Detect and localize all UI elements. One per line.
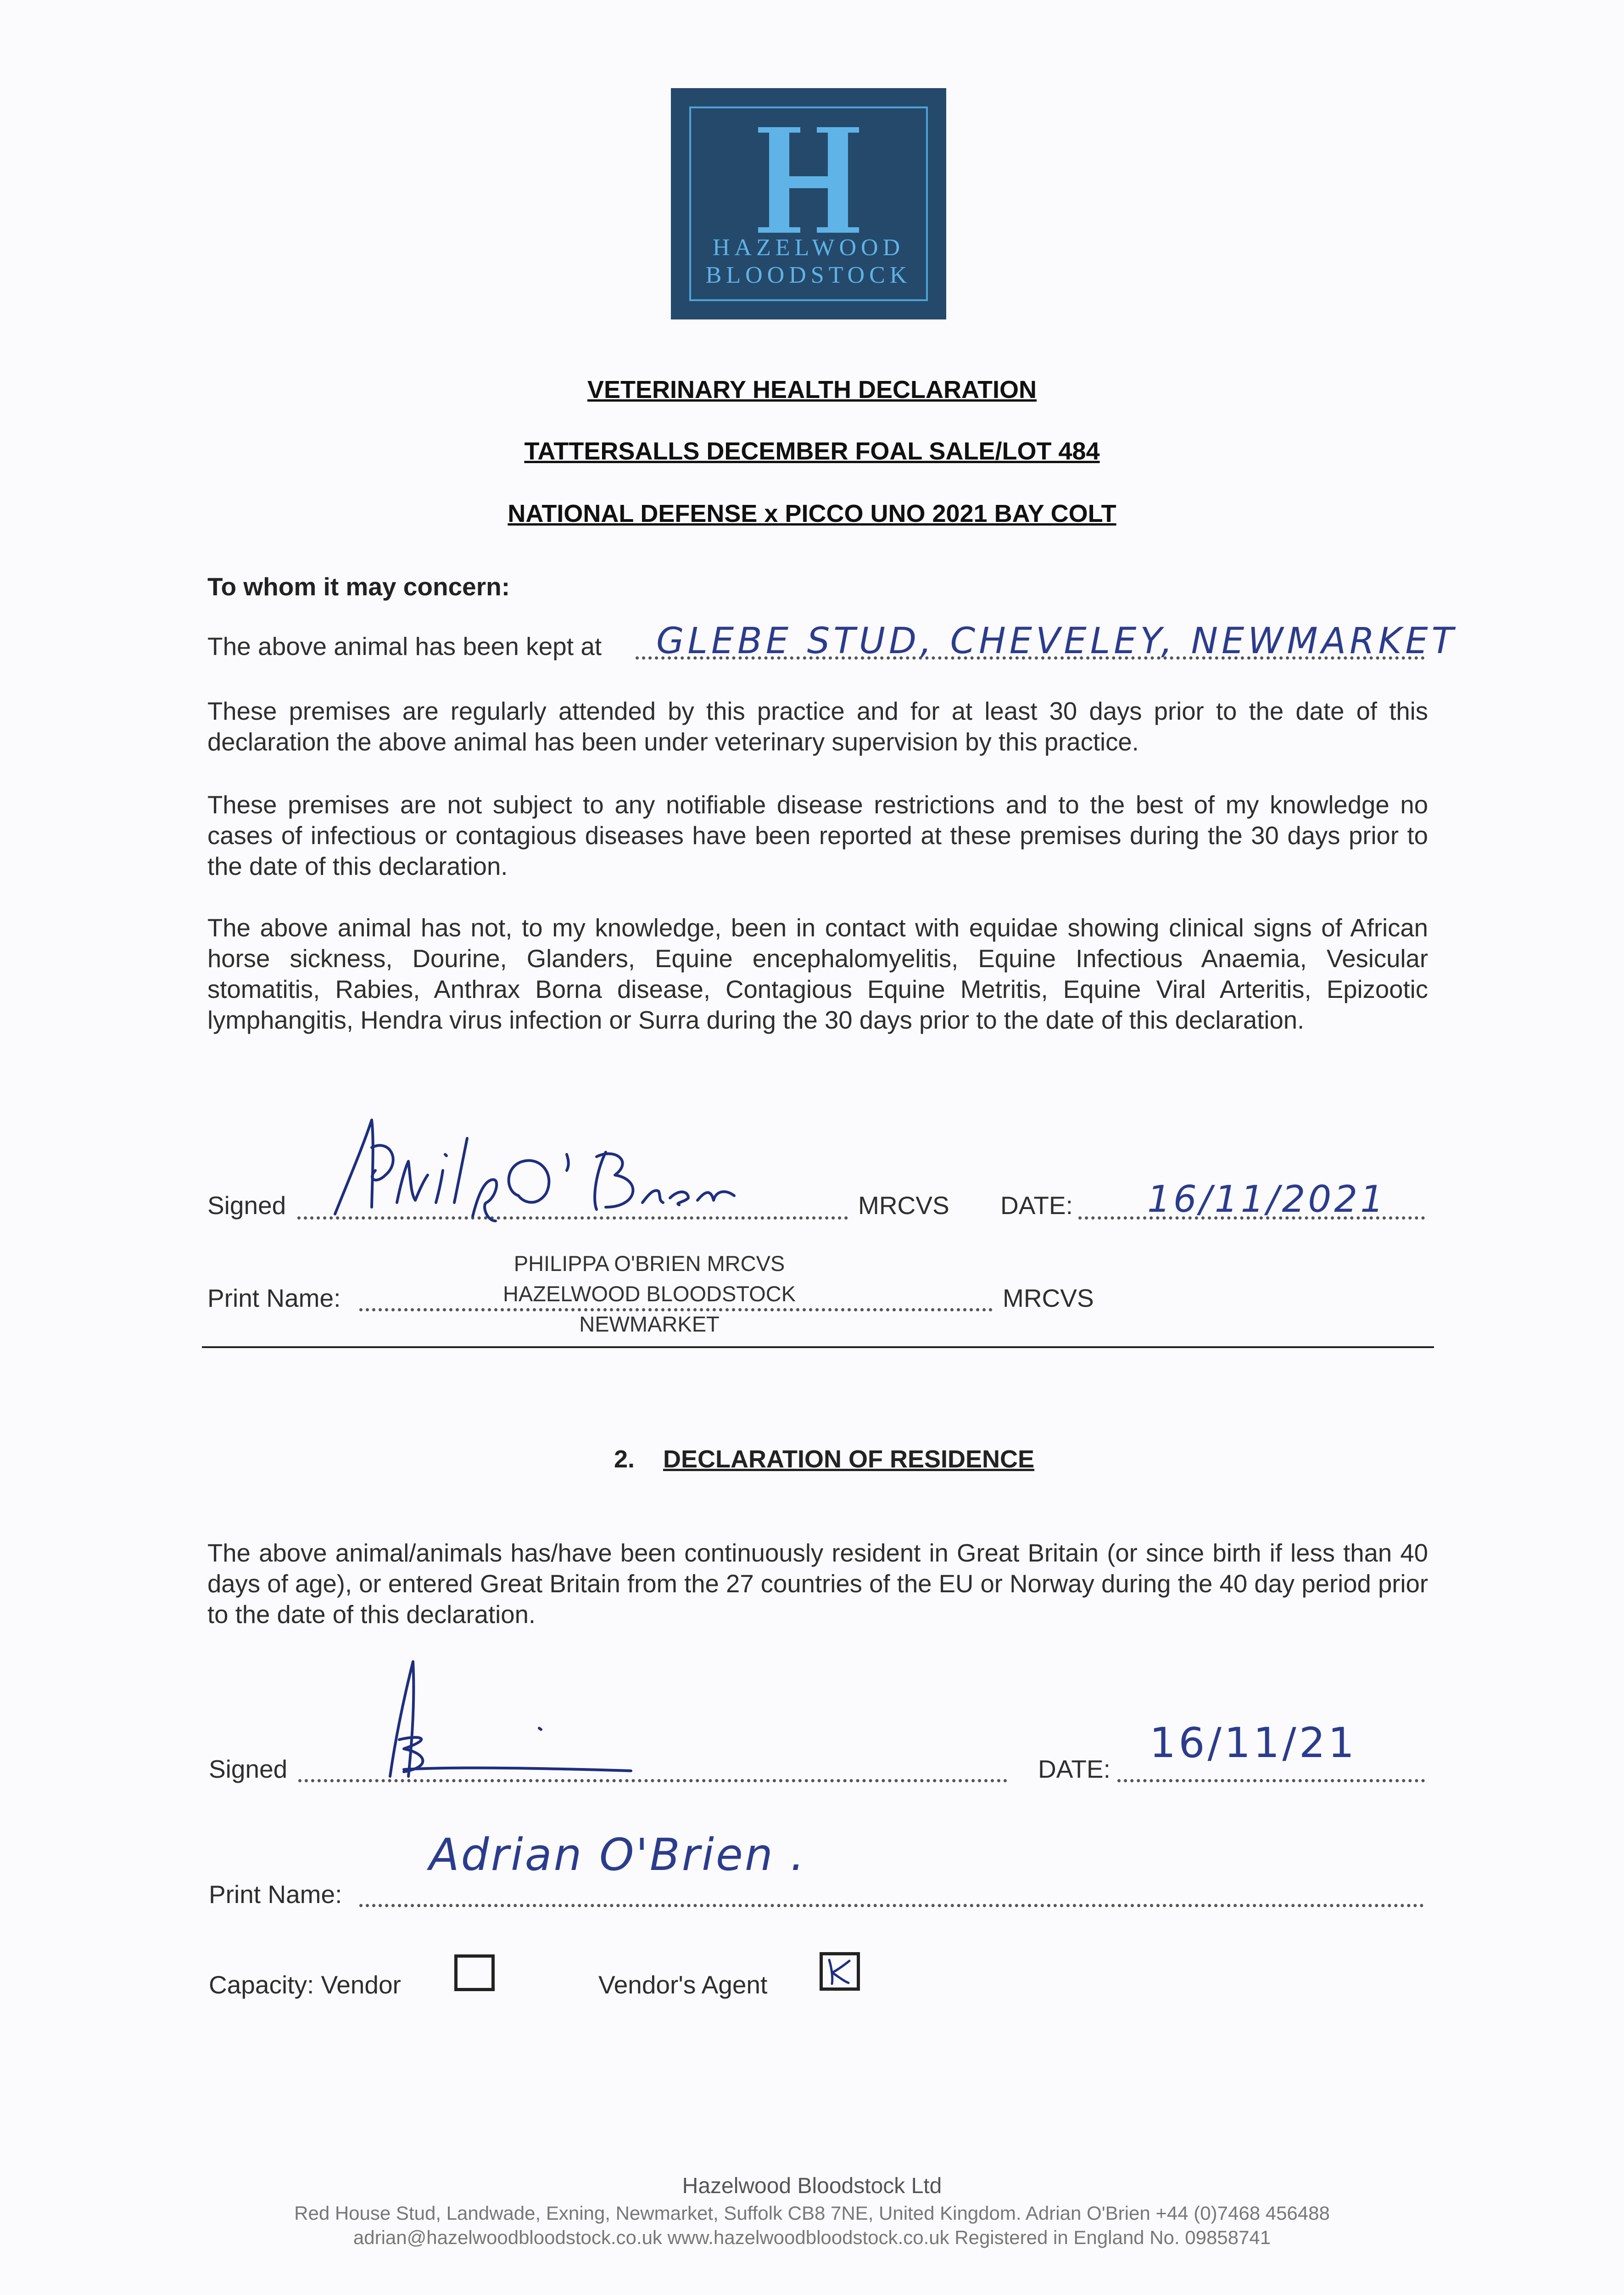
agent-date-label: DATE: — [1038, 1755, 1111, 1783]
agent-signed-label: Signed — [209, 1755, 288, 1783]
agent-print-name-dotted-line — [359, 1904, 1424, 1907]
document-title: VETERINARY HEALTH DECLARATION — [587, 376, 1037, 403]
residence-title: DECLARATION OF RESIDENCE — [663, 1445, 1035, 1473]
kept-at-handwritten: GLEBE STUD, CHEVELEY, NEWMARKET — [656, 621, 1457, 662]
agent-print-name-label: Print Name: — [209, 1880, 342, 1909]
disease-restrictions-paragraph: These premises are not subject to any notifiable disease restrictions and to the best of my knowledge no cases of infectious or contagious diseases have been reported at these premises during the 30 days prior to the date of this declaration. — [207, 791, 1428, 880]
vet-mrcvs-label: MRCVS — [858, 1191, 949, 1220]
vet-date-label: DATE: — [1000, 1191, 1073, 1220]
agent-date-dotted-line — [1117, 1779, 1425, 1782]
company-logo — [671, 88, 946, 319]
vet-print-name-label: Print Name: — [207, 1284, 341, 1312]
section-divider — [202, 1346, 1434, 1348]
checkbox-cross-mark — [823, 1955, 857, 1987]
agent-print-name-handwritten: Adrian O'Brien . — [429, 1829, 806, 1881]
supervision-paragraph: These premises are regularly attended by this practice and for at least 30 days prior to the date of this declaration the above animal has been under veterinary supervision by this practice. — [207, 697, 1428, 756]
kept-at-label: The above animal has been kept at — [207, 632, 602, 661]
stamp-town-line: NEWMARKET — [579, 1312, 720, 1336]
vet-signature — [321, 1111, 854, 1226]
footer-address: Red House Stud, Landwade, Exning, Newmarket, Suffolk CB8 7NE, United Kingdom. Adrian O'Brien +44 (0)7468 456488 — [294, 2202, 1330, 2224]
logo-text-line1: HAZELWOOD — [712, 235, 905, 261]
residence-paragraph: The above animal/animals has/have been continuously resident in Great Britain (or since birth if less than 40 days of age), or entered Great Britain from the 27 countries of the EU or Norway during the 40 day period prior to the date of this declaration. — [207, 1539, 1428, 1629]
capacity-vendor-label: Capacity: Vendor — [209, 1970, 401, 1999]
logo-text-line2: BLOODSTOCK — [705, 262, 912, 288]
footer-contact: adrian@hazelwoodbloodstock.co.uk www.hazelwoodbloodstock.co.uk Registered in England No. 09858741 — [353, 2227, 1271, 2248]
vet-signed-label: Signed — [207, 1191, 286, 1220]
residence-number: 2. — [614, 1445, 635, 1473]
contact-paragraph: The above animal has not, to my knowledge, been in contact with equidae showing clinical signs of African horse sickness, Dourine, Glanders, Equine encephalomyelitis, Equine Infectious Anaemia, Vesicular stomatitis, Rabies, Anthrax Borna disease, Contagious Equine Metritis, Equine Viral Arteritis, Epizootic lymphangitis, Hendra virus infection or Surra during the 30 days prior to the date of this declaration. — [207, 914, 1428, 1034]
vet-print-mrcvs-label: MRCVS — [1003, 1284, 1094, 1312]
vendor-checkbox[interactable] — [454, 1954, 495, 1991]
footer-company: Hazelwood Bloodstock Ltd — [682, 2174, 942, 2198]
vet-date-handwritten: 16/11/2021 — [1147, 1178, 1387, 1220]
salutation: To whom it may concern: — [207, 572, 510, 601]
agent-date-handwritten: 16/11/21 — [1150, 1719, 1357, 1767]
stamp-company-line: HAZELWOOD BLOODSTOCK — [502, 1282, 796, 1306]
vendor-agent-label: Vendor's Agent — [598, 1970, 768, 1999]
vet-name-stamp — [463, 1248, 835, 1339]
sale-heading: TATTERSALLS DECEMBER FOAL SALE/LOT 484 — [524, 437, 1100, 465]
horse-heading: NATIONAL DEFENSE x PICCO UNO 2021 BAY COLT — [508, 500, 1116, 527]
stamp-name-line: PHILIPPA O'BRIEN MRCVS — [513, 1251, 785, 1276]
agent-signature — [376, 1652, 652, 1790]
vendor-agent-checkbox[interactable] — [820, 1952, 860, 1991]
